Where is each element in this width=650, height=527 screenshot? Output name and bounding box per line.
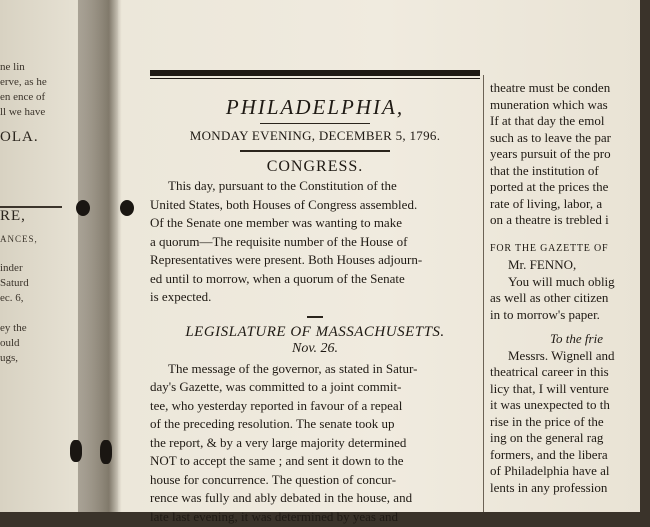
left-divider-rule bbox=[0, 206, 62, 208]
binding-hole bbox=[100, 440, 112, 464]
right-line: years pursuit of the pro bbox=[490, 146, 611, 161]
left-line: erve, as he bbox=[0, 76, 47, 88]
right-line: ported at the prices the bbox=[490, 179, 609, 194]
article-line: tee, who yesterday reported in favour of a repeal bbox=[150, 397, 403, 413]
right-line: such as to leave the par bbox=[490, 129, 611, 145]
masthead-thick-rule bbox=[150, 70, 480, 76]
right-line: muneration which was bbox=[490, 96, 608, 112]
right-line: it was unexpected to th bbox=[490, 397, 610, 412]
congress-heading: CONGRESS. bbox=[266, 158, 364, 175]
right-to-line: To the frie bbox=[550, 331, 603, 346]
left-mid-heading: RE, bbox=[0, 208, 26, 224]
article-line: late last evening, it was determined by yeas and bbox=[150, 508, 399, 524]
right-line: on a theatre is trebled i bbox=[490, 212, 609, 227]
right-line: rate of living, labor, a bbox=[490, 195, 603, 211]
right-line: theatrical career in this bbox=[490, 364, 609, 379]
left-line: ec. 6, bbox=[0, 292, 24, 304]
left-line: ould bbox=[0, 337, 20, 349]
article-line: The message of the governor, as stated in Satur- bbox=[168, 360, 418, 376]
congress-article bbox=[150, 178, 480, 306]
right-line: rise in the price of the bbox=[490, 413, 604, 429]
left-line: ey the bbox=[0, 322, 27, 334]
page-gutter-shadow bbox=[78, 0, 118, 512]
right-line: lents in any profession bbox=[490, 479, 608, 495]
article-line: house for concurrence. The question of concur- bbox=[150, 471, 397, 487]
left-line: ll we have bbox=[0, 106, 46, 118]
right-line: of Philadelphia have al bbox=[490, 463, 610, 478]
left-page-fragment bbox=[0, 60, 74, 366]
right-line: You will much oblig bbox=[508, 273, 615, 289]
article-line: of the preceding resolution. The senate took up bbox=[150, 416, 395, 431]
right-line: that the institution of bbox=[490, 162, 599, 178]
article-line: Representatives were present. Both Houses adjourn- bbox=[150, 252, 423, 267]
masthead-thin-rule bbox=[150, 78, 480, 79]
binding-hole bbox=[120, 200, 134, 216]
legislature-date: Nov. 26. bbox=[291, 340, 338, 356]
dateline-rule bbox=[240, 150, 390, 152]
right-section-label: FOR THE GAZETTE OF bbox=[490, 242, 609, 254]
binding-hole bbox=[76, 200, 90, 216]
right-line: If at that day the emol bbox=[490, 113, 605, 128]
article-line: This day, pursuant to the Constitution of the bbox=[168, 178, 397, 193]
article-line: Of the Senate one member was wanting to make bbox=[150, 215, 402, 230]
article-line: the report, & by a very large majority determined bbox=[150, 434, 407, 450]
dateline: MONDAY EVENING, DECEMBER 5, 1796. bbox=[189, 128, 441, 143]
left-mid-small: ANCES, bbox=[0, 234, 38, 244]
article-line: day's Gazette, was committed to a joint commit- bbox=[150, 379, 402, 394]
right-line: Messrs. Wignell and bbox=[508, 347, 615, 363]
right-column-fragment bbox=[490, 80, 650, 496]
article-line: NOT to accept the same ; and sent it down to the bbox=[150, 453, 404, 468]
left-line: ne lin bbox=[0, 61, 25, 73]
main-column bbox=[150, 70, 480, 527]
article-line: ed until to morrow, when a quorum of the Senate bbox=[150, 270, 405, 286]
left-line: en ence of bbox=[0, 91, 46, 103]
masthead-title: PHILADELPHIA, bbox=[225, 95, 405, 119]
column-divider bbox=[483, 75, 484, 512]
right-line: theatre must be conden bbox=[490, 80, 611, 95]
left-line: ugs, bbox=[0, 352, 19, 364]
right-line: in to morrow's paper. bbox=[490, 306, 600, 322]
article-line: United States, both Houses of Congress assembled. bbox=[150, 196, 418, 212]
right-salutation: Mr. FENNO, bbox=[508, 257, 577, 272]
article-line: is expected. bbox=[150, 289, 212, 304]
legislature-article bbox=[150, 361, 480, 526]
right-line: licy that, I will venture bbox=[490, 380, 609, 396]
right-line: ing on the general rag bbox=[490, 430, 604, 445]
binding-hole bbox=[70, 440, 82, 462]
left-name-line: OLA. bbox=[0, 129, 39, 145]
left-line bbox=[0, 306, 74, 321]
right-line: as well as other citizen bbox=[490, 290, 609, 305]
article-line: rence was fully and ably debated in the house, and bbox=[150, 490, 413, 505]
left-line: inder bbox=[0, 262, 23, 274]
right-line: formers, and the libera bbox=[490, 446, 608, 462]
article-line: a quorum—The requisite number of the House of bbox=[150, 233, 408, 249]
masthead-underline bbox=[260, 123, 370, 124]
legislature-heading: LEGISLATURE OF MASSACHUSETTS. bbox=[185, 323, 445, 340]
left-line: Saturd bbox=[0, 277, 29, 289]
section-separator bbox=[307, 316, 323, 318]
